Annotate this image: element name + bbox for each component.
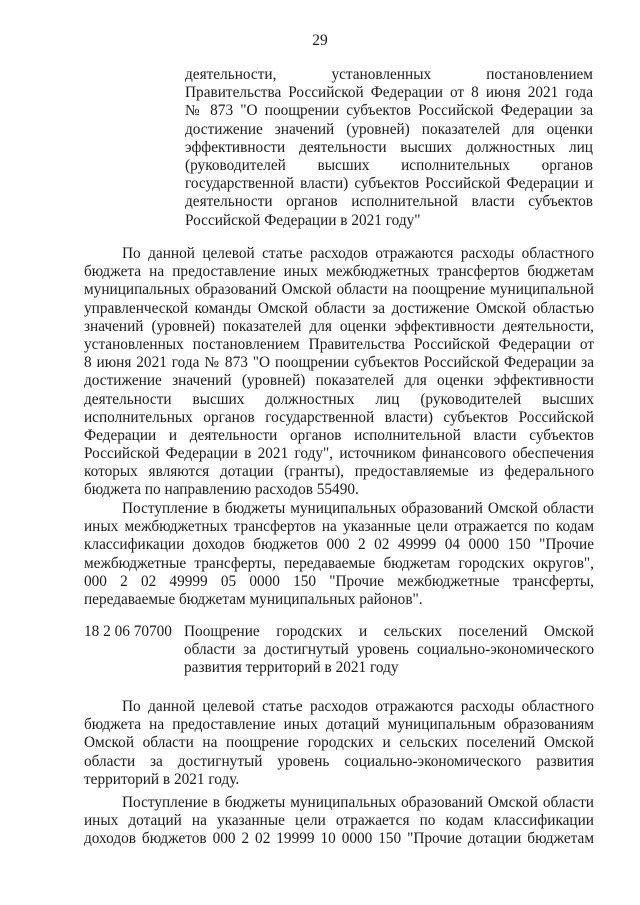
paragraph-line: Омской области на поощрение городских и сельских поселений Омской xyxy=(84,734,594,752)
paragraph-line: управленческой команды Омской области за достижение Омской областью xyxy=(84,299,594,317)
intro-line: Правительства Российской Федерации от 8 июня 2021 года xyxy=(185,84,593,102)
paragraph-line: Российской Федерации в 2021 году", источником финансового обеспечения xyxy=(84,445,594,463)
intro-line: деятельности органов исполнительной власти субъектов xyxy=(185,193,593,211)
intro-line: (руководителей высших исполнительных органов xyxy=(185,156,593,174)
intro-line: деятельности, установленных постановлением xyxy=(185,66,593,83)
paragraph-line: По данной целевой статье расходов отражаются расходы областного xyxy=(122,698,594,715)
classification-title xyxy=(184,623,594,678)
intro-line: государственной власти) субъектов Российской Федерации и xyxy=(185,175,593,193)
intro-line: эффективности деятельности высших должностных лиц xyxy=(185,138,593,156)
paragraph-line: иных межбюджетных трансфертов на указанные цели отражается по кодам xyxy=(84,518,594,536)
paragraph-line: доходов бюджетов 000 2 02 19999 10 0000 150 "Прочие дотации бюджетам xyxy=(84,830,594,848)
paragraph-line: классификации доходов бюджетов 000 2 02 49999 04 0000 150 "Прочие xyxy=(84,536,594,554)
page-number: 29 xyxy=(312,32,328,49)
paragraph-line: которых являются дотации (гранты), предоставляемые из федерального xyxy=(84,463,594,481)
paragraph-2 xyxy=(84,500,594,609)
paragraph-line: иных дотаций на указанные цели отражается по кодам классификации xyxy=(84,812,594,830)
paragraph-line: территорий в 2021 году. xyxy=(84,770,240,788)
paragraph-line: установленных постановлением Правительства Российской Федерации от xyxy=(84,335,594,353)
paragraph-line: значений (уровней) показателей для оценки эффективности деятельности, xyxy=(84,317,594,335)
classification-title-line: Поощрение городских и сельских поселений Омской xyxy=(184,623,594,640)
intro-line: Российской Федерации в 2021 году" xyxy=(185,211,421,229)
paragraph-line: Федерации и деятельности органов исполнительной власти субъектов xyxy=(84,426,594,444)
paragraph-line: 000 2 02 49999 05 0000 150 "Прочие межбюджетные трансферты, xyxy=(84,572,594,590)
paragraph-line: 8 июня 2021 года № 873 "О поощрении субъектов Российской Федерации за xyxy=(84,354,594,372)
paragraph-3 xyxy=(84,698,594,789)
intro-continuation xyxy=(185,66,593,230)
paragraph-4 xyxy=(84,794,594,849)
paragraph-line: передаваемые бюджетам муниципальных районов". xyxy=(84,590,423,608)
paragraph-line: межбюджетные трансферты, передаваемые бюджетам городских округов", xyxy=(84,554,594,572)
intro-line: достижение значений (уровней) показателей для оценки xyxy=(185,120,593,138)
classification-code: 18 2 06 70700 xyxy=(84,623,172,640)
classification-title-line: развития территорий в 2021 году xyxy=(184,659,399,677)
paragraph-1 xyxy=(84,245,594,500)
paragraph-line: муниципальных образований Омской области на поощрение муниципальной xyxy=(84,281,594,299)
paragraph-line: бюджета на предоставление иных межбюджетных трансфертов бюджетам xyxy=(84,263,594,281)
paragraph-line: Поступление в бюджеты муниципальных образований Омской области xyxy=(122,500,594,517)
paragraph-line: достижение значений (уровней) показателей для оценки эффективности xyxy=(84,372,594,390)
paragraph-line: бюджета по направлению расходов 55490. xyxy=(84,481,359,499)
paragraph-line: деятельности высших должностных лиц (руководителей высших xyxy=(84,390,594,408)
paragraph-line: Поступление в бюджеты муниципальных образований Омской области xyxy=(122,794,594,811)
paragraph-line: По данной целевой статье расходов отражаются расходы областного xyxy=(122,245,594,262)
paragraph-line: исполнительных органов государственной власти) субъектов Российской xyxy=(84,408,594,426)
paragraph-line: области за достигнутый уровень социально-экономического развития xyxy=(84,752,594,770)
paragraph-line: бюджета на предоставление иных дотаций муниципальным образованиям xyxy=(84,716,594,734)
intro-line: № 873 "О поощрении субъектов Российской Федерации за xyxy=(185,102,593,120)
classification-title-line: области за достигнутый уровень социально-экономического xyxy=(184,641,594,659)
